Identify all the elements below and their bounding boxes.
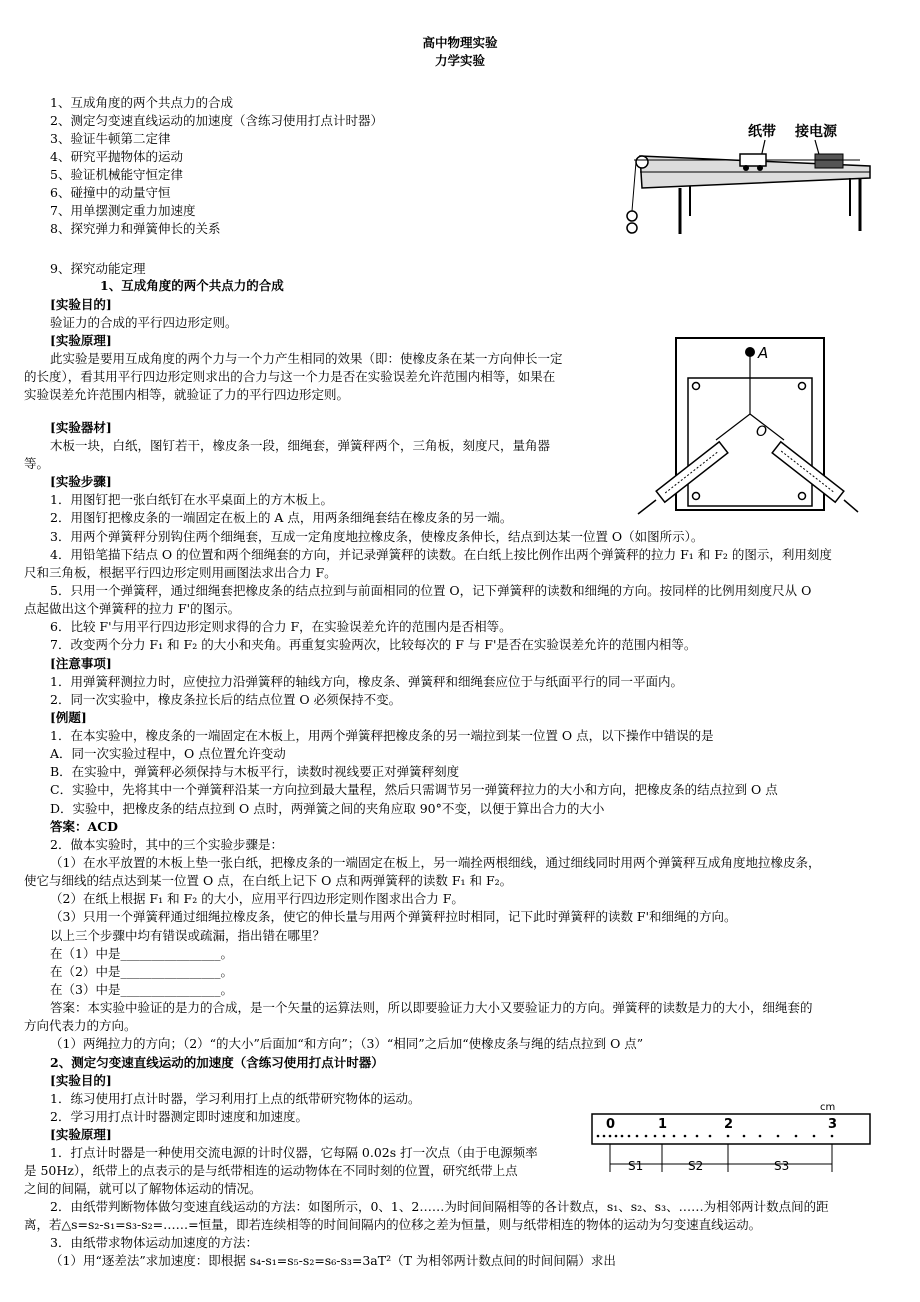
toc-item: 4、研究平抛物体的运动 [50,149,183,164]
body-line: 3．用两个弹簧秤分别钩住两个细绳套，互成一定角度地拉橡皮条，使橡皮条伸长，结点到达某一位置 O（如图所示）。 [50,529,704,544]
ticker-tape-figure [588,1100,878,1180]
apparatus-figure [620,116,890,246]
body-line: 等。 [24,456,50,471]
body-line: 木板一块，白纸，图钉若干，橡皮条一段，细绳套，弹簧秤两个，三角板，刻度尺，量角器 [50,438,551,453]
body-line: （3）只用一个弹簧秤通过细绳拉橡皮条，使它的伸长量与用两个弹簧秤拉时相同，记下此时弹簧秤的读数 F'和细绳的方向。 [50,909,737,924]
answer-line: 答案：ACD [50,819,118,834]
body-line: 是 50Hz），纸带上的点表示的是与纸带相连的运动物体在不同时刻的位置，研究纸带上点 [24,1163,518,1178]
force-board-figure [632,332,862,517]
body-line: 2．用图钉把橡皮条的一端固定在板上的 A 点，用两条细绳套结在橡皮条的另一端。 [50,510,513,525]
subheading: [注意事项] [50,656,112,671]
body-line: 5．只用一个弹簧秤，通过细绳套把橡皮条的结点拉到与前面相同的位置 O，记下弹簧秤的读数和细绳的方向。按同样的比例用刻度尺从 O [50,583,812,598]
body-line: 4．用铅笔描下结点 O 的位置和两个细绳套的方向，并记录弹簧秤的读数。在白纸上按比例作出两个弹簧秤的拉力 F₁ 和 F₂ 的图示，利用刻度 [50,547,832,562]
body-line: 2．同一次实验中，橡皮条拉长后的结点位置 O 必须保持不变。 [50,692,402,707]
section-heading: 2、测定匀变速直线运动的加速度（含练习使用打点计时器） [50,1055,384,1070]
fill-blank-line: 在（2）中是________________。 [50,964,233,979]
fill-blank-line: 在（3）中是________________。 [50,982,233,997]
section-heading: 1、互成角度的两个共点力的合成 [100,278,284,293]
body-line: 之间的间隔，就可以了解物体运动的情况。 [24,1181,262,1196]
fig3-n1: 1 [658,1117,668,1132]
option-line: C．实验中，先将其中一个弹簧秤沿某一方向拉到最大量程，然后只需调节另一弹簧秤拉力的大小和方向，把橡皮条的结点拉到 O 点 [50,782,778,797]
subheading: [实验原理] [50,333,112,348]
body-line: 1．练习使用打点计时器，学习利用打上点的纸带研究物体的运动。 [50,1091,421,1106]
fig3-n2: 2 [724,1117,734,1132]
body-line: 2．做本实验时，其中的三个实验步骤是： [50,837,283,852]
toc-item: 3、验证牛顿第二定律 [50,131,171,146]
body-line: 尺和三角板，根据平行四边形定则用画图法求出合力 F。 [24,565,337,580]
fig2-label-a: A [758,344,769,362]
body-line: 2．学习用打点计时器测定即时速度和加速度。 [50,1109,308,1124]
option-line: D．实验中，把橡皮条的结点拉到 O 点时，两弹簧之间的夹角应取 90°不变，以便于算出合力的大小 [50,801,605,816]
fig1-label-tape: 纸带 [748,124,776,140]
fig3-s2: S2 [688,1159,704,1173]
subheading: [实验目的] [50,1073,112,1088]
toc-item: 1、互成角度的两个共点力的合成 [50,95,233,110]
fig3-n0: 0 [606,1117,616,1132]
subheading: [实验原理] [50,1127,112,1142]
body-line: 1．用图钉把一张白纸钉在水平桌面上的方木板上。 [50,492,333,507]
toc-item: 2、测定匀变速直线运动的加速度（含练习使用打点计时器） [50,113,383,128]
fig3-n3: 3 [828,1117,838,1132]
body-line: 1．打点计时器是一种使用交流电源的计时仪器，它每隔 0.02s 打一次点（由于电源频率 [50,1145,538,1160]
fill-blank-line: 在（1）中是________________。 [50,946,233,961]
subheading: [实验目的] [50,297,112,312]
body-line: 点起做出这个弹簧秤的拉力 F'的图示。 [24,601,241,616]
body-line: 6．比较 F'与用平行四边形定则求得的合力 F，在实验误差允许的范围内是否相等。 [50,619,512,634]
fig3-s3: S3 [774,1159,790,1173]
toc-item: 7、用单摆测定重力加速度 [50,203,196,218]
fig3-s1: S1 [628,1159,644,1173]
body-line: （1）两绳拉力的方向；（2）“的大小”后面加“和方向”；（3）“相同”之后加“使橡皮条与绳的结点拉到 O 点” [50,1036,644,1051]
body-line: 此实验是要用互成角度的两个力与一个力产生相同的效果（即：使橡皮条在某一方向伸长一定 [50,351,563,366]
body-line: 验证力的合成的平行四边形定则。 [50,315,238,330]
answer-line: 答案：本实验中验证的是力的合成，是一个矢量的运算法则，所以即要验证力大小又要验证力的方向。弹簧秤的读数是力的大小，细绳套的 [50,1000,813,1015]
option-line: B．在实验中，弹簧秤必须保持与木板平行，读数时视线要正对弹簧秤刻度 [50,764,460,779]
subheading: [实验器材] [50,420,112,435]
option-line: A．同一次实验过程中，O 点位置允许变动 [50,746,286,761]
body-line: 2．由纸带判断物体做匀变速直线运动的方法：如图所示，0、1、2……为时间间隔相等的各计数点，s₁、s₂、s₃、……为相邻两计数点间的距 [50,1199,829,1214]
body-line: （1）用“逐差法”求加速度：即根据 s₄-s₁=s₅-s₂=s₆-s₃=3aT²（T 为相邻两计数点间的时间间隔）求出 [50,1253,616,1268]
body-line: 离，若△s=s₂-s₁=s₃-s₂=……=恒量，即若连续相等的时间间隔内的位移之差为恒量，则与纸带相连的物体的运动为匀变速直线运动。 [24,1217,762,1232]
body-line: 使它与细线的结点达到某一位置 O 点，在白纸上记下 O 点和两弹簧秤的读数 F₁ 和 F₂。 [24,873,513,888]
page-subtitle: 力学实验 [434,53,485,68]
body-line: 1．在本实验中，橡皮条的一端固定在木板上，用两个弹簧秤把橡皮条的另一端拉到某一位置 O 点，以下操作中错误的是 [50,728,714,743]
body-line: （2）在纸上根据 F₁ 和 F₂ 的大小，应用平行四边形定则作图求出合力 F。 [50,891,464,906]
toc-item: 5、验证机械能守恒定律 [50,167,183,182]
body-line: 3．由纸带求物体运动加速度的方法： [50,1235,258,1250]
page-title: 高中物理实验 [422,35,498,50]
fig2-label-o: O [756,424,768,440]
toc-item: 9、探究动能定理 [50,261,146,276]
body-line: 1．用弹簧秤测拉力时，应使拉力沿弹簧秤的轴线方向，橡皮条、弹簧秤和细绳套应位于与纸面平行的同一平面内。 [50,674,683,689]
fig1-label-power: 接电源 [795,124,837,140]
body-line: 以上三个步骤中均有错误或疏漏，指出错在哪里？ [50,928,326,943]
body-line: 的长度），看其用平行四边形定则求出的合力与这一个力是否在实验误差允许范围内相等，如果在 [24,369,556,384]
body-line: 实验误差允许范围内相等，就验证了力的平行四边形定则。 [24,387,350,402]
fig3-unit: cm [820,1102,836,1113]
body-line: （1）在水平放置的木板上垫一张白纸，把橡皮条的一端固定在板上，另一端拴两根细线，通过细线同时用两个弹簧秤互成角度地拉橡皮条， [50,855,821,870]
subheading: [实验步骤] [50,474,112,489]
subheading: [例题] [50,710,87,725]
body-line: 7．改变两个分力 F₁ 和 F₂ 的大小和夹角。再重复实验两次，比较每次的 F 与 F'是否在实验误差允许的范围内相等。 [50,637,697,652]
toc-item: 6、碰撞中的动量守恒 [50,185,171,200]
body-line: 方向代表力的方向。 [24,1018,137,1033]
toc-item: 8、探究弹力和弹簧伸长的关系 [50,221,221,236]
